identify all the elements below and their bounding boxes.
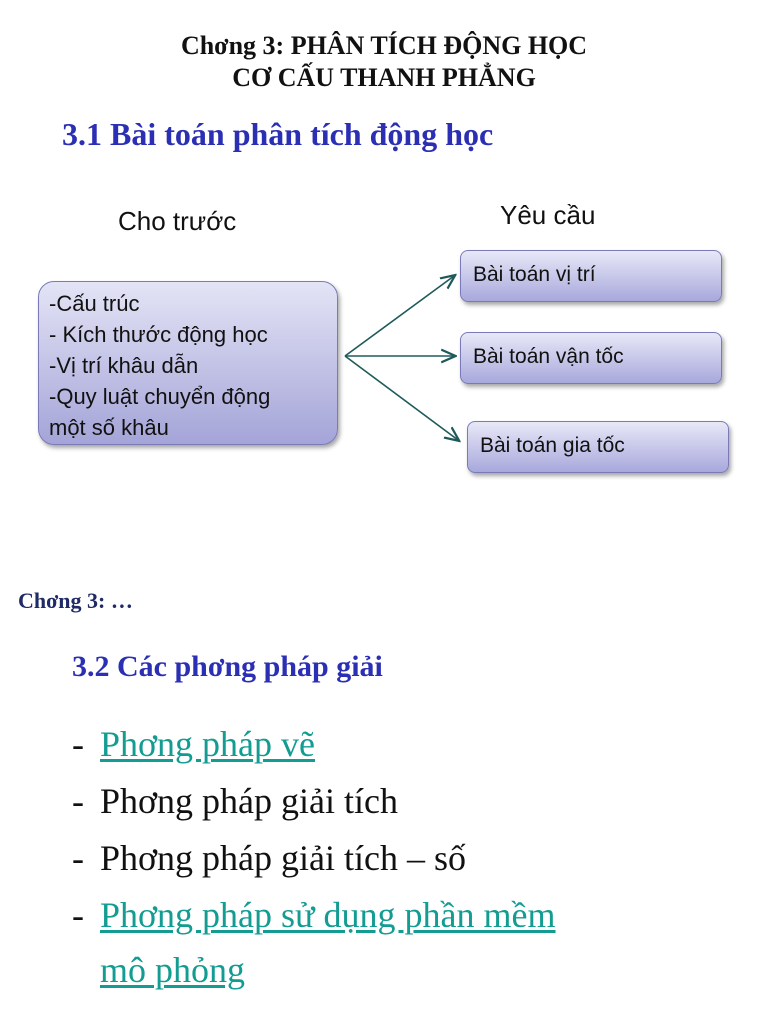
given-item: - Kích thước động học: [49, 322, 268, 347]
bullet-dash: -: [72, 781, 84, 821]
arrow-to-acceleration: [345, 356, 458, 440]
method-item: [72, 781, 398, 821]
method-item: [72, 895, 556, 935]
required-item: Bài toán vận tốc: [473, 345, 624, 368]
bullet-dash: -: [72, 838, 84, 878]
chapter-label: Chơng 3: …: [18, 588, 133, 613]
method-software-link-continuation[interactable]: mô phỏng: [100, 950, 246, 990]
method-drawing-link[interactable]: Phơng pháp vẽ: [100, 724, 316, 764]
required-label: Yêu cầu: [500, 200, 596, 230]
method-software-link[interactable]: Phơng pháp sử dụng phần mềm: [100, 895, 556, 935]
given-item: một số khâu: [49, 415, 169, 440]
given-item: -Cấu trúc: [49, 291, 140, 316]
method-item: [72, 724, 315, 764]
chapter-title-line1: Chơng 3: PHÂN TÍCH ĐỘNG HỌC: [180, 31, 588, 60]
required-position-box: [460, 250, 722, 302]
bullet-dash: -: [72, 895, 84, 935]
required-velocity-box: [460, 332, 722, 384]
given-item: -Vị trí khâu dẫn: [49, 353, 199, 378]
bullet-dash: -: [72, 724, 84, 764]
arrow-to-position: [345, 276, 454, 356]
section-heading-3-2: 3.2 Các phơng pháp giải: [72, 650, 383, 683]
method-analytical-numerical: Phơng pháp giải tích – số: [100, 838, 467, 878]
method-analytical: Phơng pháp giải tích: [100, 781, 399, 821]
required-item: Bài toán vị trí: [473, 263, 596, 286]
given-label: Cho trước: [118, 206, 237, 236]
method-item: [72, 838, 466, 878]
method-item-continuation: [72, 950, 245, 990]
chapter-title-line2: CƠ CẤU THANH PHẲNG: [232, 63, 536, 92]
required-item: Bài toán gia tốc: [480, 434, 625, 457]
given-item: -Quy luật chuyển động: [49, 384, 271, 409]
section-heading-3-1: 3.1 Bài toán phân tích động học: [62, 116, 494, 152]
required-acceleration-box: [467, 421, 729, 473]
